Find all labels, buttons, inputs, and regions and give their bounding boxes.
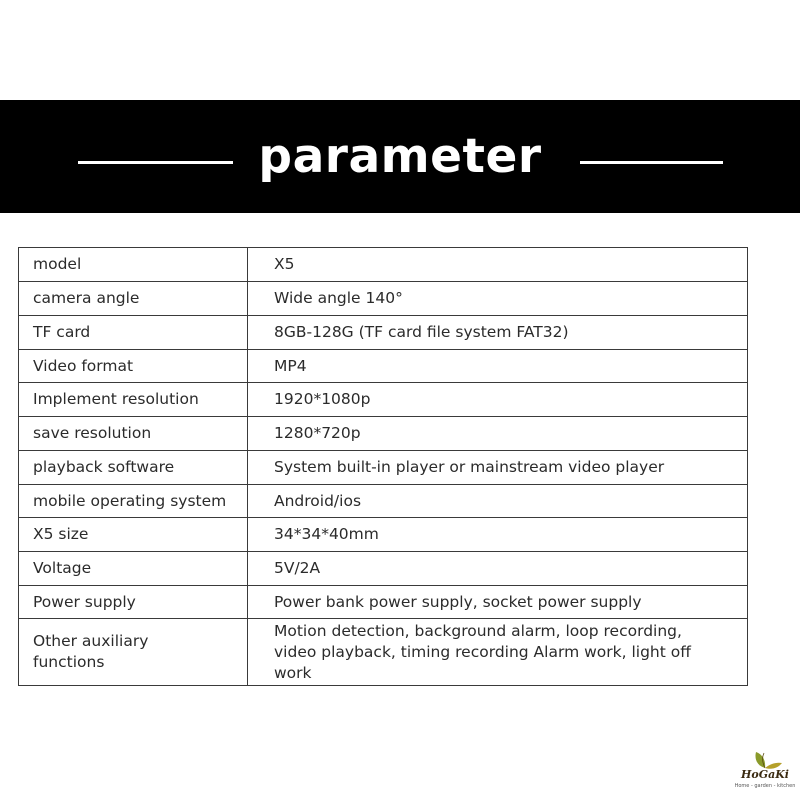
spec-value: X5 (248, 248, 748, 282)
table-row (19, 282, 748, 316)
spec-value: Android/ios (248, 485, 748, 518)
spec-value: 5V/2A (248, 552, 748, 586)
spec-label: mobile operating system (19, 485, 248, 518)
table-row (19, 383, 748, 417)
spec-value: 1920*1080p (248, 383, 748, 417)
brand-tagline: Home - garden - kitchen (734, 783, 796, 789)
spec-label: camera angle (19, 282, 248, 316)
header-banner (0, 100, 800, 213)
spec-value: 8GB-128G (TF card file system FAT32) (248, 316, 748, 350)
spec-value: 34*34*40mm (248, 518, 748, 552)
spec-value: Motion detection, background alarm, loop recording, video playback, timing recording Alarm work, light off work (248, 619, 748, 686)
spec-value: MP4 (248, 350, 748, 383)
brand-name: HoGaKi (741, 768, 789, 781)
table-row (19, 451, 748, 485)
table-row (19, 248, 748, 282)
table-row (19, 619, 748, 686)
table-row (19, 350, 748, 383)
spec-value: System built-in player or mainstream video player (248, 451, 748, 485)
spec-label: model (19, 248, 248, 282)
spec-label: X5 size (19, 518, 248, 552)
spec-value: 1280*720p (248, 417, 748, 451)
brand-logo (732, 748, 798, 796)
spec-label: TF card (19, 316, 248, 350)
table-row (19, 485, 748, 518)
table-row (19, 552, 748, 586)
table-row (19, 316, 748, 350)
table-row (19, 518, 748, 552)
page-title: parameter (258, 129, 542, 184)
spec-value: Wide angle 140° (248, 282, 748, 316)
spec-label: Video format (19, 350, 248, 383)
spec-label: Implement resolution (19, 383, 248, 417)
spec-label: playback software (19, 451, 248, 485)
spec-value: Power bank power supply, socket power supply (248, 586, 748, 619)
spec-label: save resolution (19, 417, 248, 451)
spec-table (18, 247, 748, 686)
spec-label: Other auxiliary functions (19, 619, 248, 686)
table-row (19, 417, 748, 451)
spec-label: Power supply (19, 586, 248, 619)
spec-label: Voltage (19, 552, 248, 586)
header-divider-right (580, 161, 723, 164)
table-row (19, 586, 748, 619)
